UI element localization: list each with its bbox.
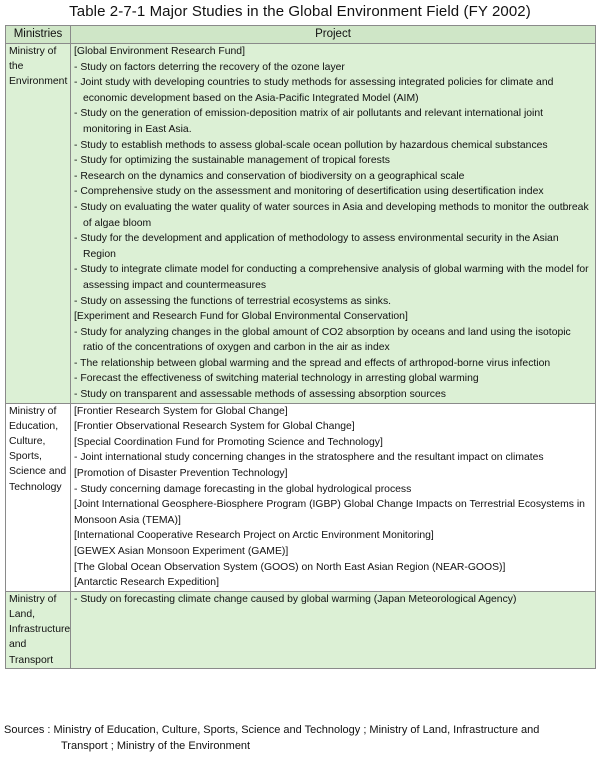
study-item: - Study for analyzing changes in the global amount of CO2 absorption by oceans and land using the isotopic ratio of the concentrations of oxygen and carbon in the air as index xyxy=(74,326,571,354)
study-item: - Study to establish methods to assess global-scale ocean pollution by hazardous chemical substances xyxy=(74,139,548,151)
ministry-name: Ministry of Land, Infrastructure and Transport xyxy=(6,591,71,668)
project-list xyxy=(71,44,596,404)
ministry-row xyxy=(6,44,596,404)
study-item: - Joint study with developing countries to study methods for assessing integrated policies for climate and economic development based on the Asia-Pacific Integrated Model (AIM) xyxy=(74,77,554,104)
program-heading: [Frontier Research System for Global Change] xyxy=(74,405,288,417)
ministry-row xyxy=(6,403,596,591)
program-heading: [Antarctic Research Expedition] xyxy=(74,577,219,589)
project-list xyxy=(71,403,596,591)
study-item: - The relationship between global warming and the spread and effects of arthropod-borne virus infection xyxy=(74,357,551,369)
studies-table xyxy=(5,25,596,669)
program-heading: [Promotion of Disaster Prevention Technology] xyxy=(74,468,288,480)
study-item: - Joint international study concerning changes in the stratosphere and the resultant impact on climates xyxy=(74,452,544,464)
study-item: - Forecast the effectiveness of switching material technology in arresting global warming xyxy=(74,373,479,385)
study-item: - Study for the development and application of methodology to assess environmental security in the Asian Region xyxy=(74,233,559,260)
study-item: - Study on evaluating the water quality of water sources in Asia and developing methods to monitor the outbreak of algae bloom xyxy=(74,201,589,229)
program-heading: [Experiment and Research Fund for Global Environmental Conservation] xyxy=(74,311,408,323)
study-item: - Study on assessing the functions of terrestrial ecosystems as sinks. xyxy=(74,295,392,307)
study-item: - Study on factors deterring the recovery of the ozone layer xyxy=(74,61,345,73)
ministry-row xyxy=(6,591,596,668)
study-item: - Study on the generation of emission-deposition matrix of air pollutants and relevant international joint monitoring in East Asia. xyxy=(74,108,544,135)
study-item: - Study on transparent and assessable methods of assessing absorption sources xyxy=(74,389,446,401)
program-heading: [Global Environment Research Fund] xyxy=(74,46,245,57)
program-heading: [International Cooperative Research Project on Arctic Environment Monitoring] xyxy=(74,530,434,542)
sources-footnote xyxy=(4,722,594,754)
sources-line-2: Transport ; Ministry of the Environment xyxy=(61,740,251,752)
study-item: - Study concerning damage forecasting in the global hydrological process xyxy=(74,483,412,495)
study-item: - Study for optimizing the sustainable management of tropical forests xyxy=(74,155,390,167)
study-item: - Study on forecasting climate change caused by global warming (Japan Meteorological Agency) xyxy=(74,593,517,605)
sources-line-1: Sources : Ministry of Education, Culture, Sports, Science and Technology ; Ministry of Land, Infrastructure and xyxy=(4,724,540,736)
study-item: - Study to integrate climate model for conducting a comprehensive analysis of global warming with the model for assessing impact and countermeasures xyxy=(74,264,589,291)
study-item: - Comprehensive study on the assessment and monitoring of desertification using desertification index xyxy=(74,186,544,198)
ministries-header: Ministries xyxy=(6,26,71,44)
program-heading: [Frontier Observational Research System for Global Change] xyxy=(74,421,355,433)
table-body xyxy=(6,44,596,669)
program-heading: [Special Coordination Fund for Promoting Science and Technology] xyxy=(74,436,383,448)
project-list xyxy=(71,591,596,668)
study-item: - Research on the dynamics and conservation of biodiversity on a geographical scale xyxy=(74,170,465,182)
program-heading: [The Global Ocean Observation System (GOOS) on North East Asian Region (NEAR-GOOS)] xyxy=(74,561,506,573)
table-title: Table 2-7-1 Major Studies in the Global Environment Field (FY 2002) xyxy=(69,3,531,20)
ministry-name: Ministry of Education, Culture, Sports, Science and Technology xyxy=(6,403,71,591)
program-heading: [Joint International Geosphere-Biosphere Program (IGBP) Global Change Impacts on Terrestrial Ecosystems in Monsoon Asia (TEMA)] xyxy=(74,499,585,526)
project-header: Project xyxy=(71,26,596,44)
ministry-name: Ministry of the Environment xyxy=(6,44,71,404)
program-heading: [GEWEX Asian Monsoon Experiment (GAME)] xyxy=(74,546,289,557)
